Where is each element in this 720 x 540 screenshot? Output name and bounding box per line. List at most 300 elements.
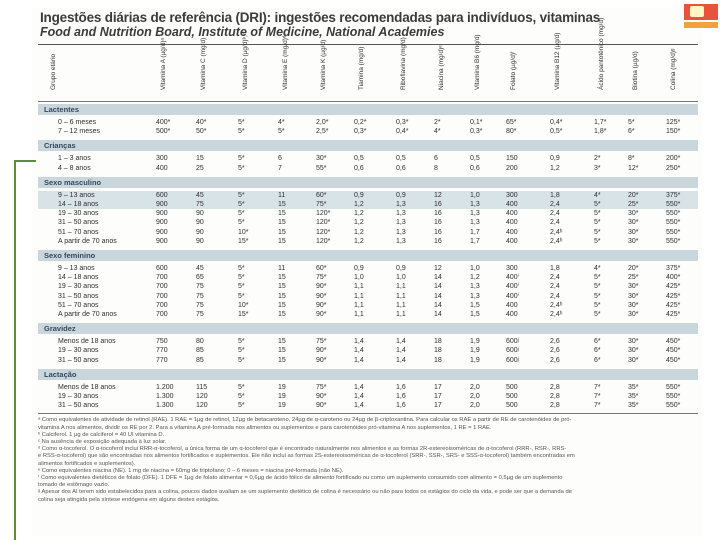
value-cell: 1,0 [470, 191, 480, 199]
value-cell: 2,4 [550, 292, 560, 300]
value-cell: 17 [434, 383, 442, 391]
table-row [38, 310, 698, 319]
value-cell: 600ʲ [506, 338, 519, 346]
value-cell: 5* [238, 402, 245, 410]
value-cell: 400 [506, 201, 518, 208]
value-cell: 65 [196, 274, 204, 282]
value-cell: 14 [434, 301, 442, 309]
value-cell: 75 [196, 201, 204, 208]
value-cell: 1,1 [354, 283, 364, 291]
value-cell: 2,8 [550, 402, 560, 410]
age-group-cell: 4 – 8 anos [58, 164, 91, 172]
value-cell: 120* [316, 219, 331, 227]
value-cell: 1,4 [354, 347, 364, 355]
group-label: Sexo masculino [44, 177, 102, 187]
value-cell: 770 [156, 347, 168, 355]
table-row [38, 209, 698, 218]
value-cell: 1,7 [470, 237, 480, 245]
table-row [38, 191, 698, 200]
value-cell: 30* [628, 338, 639, 346]
value-cell: 14 [434, 311, 442, 318]
value-cell: 1,7* [594, 119, 607, 126]
value-cell: 75* [316, 383, 327, 391]
value-cell: 6 [434, 155, 438, 163]
value-cell: 15 [278, 292, 286, 300]
value-cell: 1,4 [396, 347, 406, 355]
table-row [38, 264, 698, 273]
value-cell: 1,2 [550, 164, 560, 172]
value-cell: 14 [434, 274, 442, 282]
value-cell: 35* [628, 383, 639, 391]
group-band [38, 323, 698, 334]
age-group-cell: 31 – 50 anos [58, 402, 99, 410]
value-cell: 300 [506, 265, 518, 272]
column-header: Vitamina C (mg/d) [200, 37, 207, 90]
table-row [38, 356, 698, 365]
value-cell: 75 [196, 283, 204, 291]
footnote-line: colina seja atingida pela síntese endógena em alguns destes estágios. [38, 496, 220, 503]
value-cell: 120* [316, 228, 331, 236]
table-row [38, 164, 698, 173]
value-cell: 30* [628, 228, 639, 236]
value-cell: 16 [434, 237, 442, 245]
value-cell: 5* [594, 201, 601, 208]
value-cell: 12 [434, 191, 442, 199]
value-cell: 1,1 [354, 311, 364, 318]
value-cell: 2,4 [550, 201, 560, 208]
group-band [38, 177, 698, 188]
value-cell: 400ⁱ [506, 292, 519, 300]
value-cell: 425* [666, 301, 681, 309]
value-cell: 900 [156, 237, 168, 245]
value-cell: 30* [628, 237, 639, 245]
group-label: Sexo feminino [44, 251, 96, 260]
value-cell: 2,4 [550, 219, 560, 227]
value-cell: 400 [506, 228, 518, 236]
value-cell: 1,1 [396, 301, 406, 309]
column-header: Grupo etário [50, 53, 57, 90]
value-cell: 5* [238, 283, 245, 291]
value-cell: 60* [316, 265, 327, 272]
value-cell: 19 [278, 393, 286, 400]
age-group-cell: 19 – 30 anos [58, 393, 99, 400]
value-cell: 90* [316, 356, 327, 364]
group-band [38, 369, 698, 380]
value-cell: 8 [434, 164, 438, 172]
value-cell: 2,5* [316, 128, 329, 136]
age-group-cell: 0 – 6 meses [58, 119, 97, 126]
value-cell: 550* [666, 237, 681, 245]
value-cell: 1,4 [354, 383, 364, 391]
value-cell: 1,3 [396, 201, 406, 208]
value-cell: 1,0 [396, 274, 406, 282]
value-cell: 0,9 [550, 155, 560, 163]
age-group-cell: 19 – 30 anos [58, 283, 99, 291]
value-cell: 5* [238, 128, 245, 136]
value-cell: 1,3 [396, 210, 406, 218]
value-cell: 1,8* [594, 128, 607, 136]
value-cell: 90 [196, 228, 204, 236]
value-cell: 2,6 [550, 356, 560, 364]
value-cell: 11 [278, 265, 286, 272]
value-cell: 4* [594, 265, 601, 272]
table-row [38, 200, 698, 209]
value-cell: 8* [628, 155, 635, 163]
value-cell: 5* [238, 338, 245, 346]
value-cell: 600ʲ [506, 356, 519, 364]
value-cell: 5* [238, 393, 245, 400]
value-cell: 700 [156, 311, 168, 318]
value-cell: 2,4ʰ [550, 228, 563, 236]
value-cell: 1.300 [156, 393, 174, 400]
value-cell: 5* [238, 164, 245, 172]
column-header: Colina (mg/d)ᵍ [670, 48, 677, 90]
value-cell: 2,8 [550, 383, 560, 391]
value-cell: 75* [316, 201, 327, 208]
value-cell: 4* [278, 119, 285, 126]
column-header: Niacina (mg/d)ᵉ [438, 45, 445, 90]
value-cell: 400 [506, 237, 518, 245]
value-cell: 400 [506, 210, 518, 218]
value-cell: 1,8 [550, 265, 560, 272]
value-cell: 0,5 [354, 155, 364, 163]
age-group-cell: A partir de 70 anos [58, 311, 117, 318]
value-cell: 500* [156, 128, 171, 136]
value-cell: 1,2 [354, 210, 364, 218]
value-cell: 425* [666, 292, 681, 300]
value-cell: 900 [156, 210, 168, 218]
value-cell: 2,4 [550, 210, 560, 218]
value-cell: 90* [316, 393, 327, 400]
value-cell: 2,4ʰ [550, 237, 563, 245]
value-cell: 18 [434, 356, 442, 364]
value-cell: 1,1 [396, 292, 406, 300]
value-cell: 15 [278, 283, 286, 291]
value-cell: 30* [628, 311, 639, 318]
value-cell: 1,9 [470, 338, 480, 346]
table-row [38, 392, 698, 401]
value-cell: 90 [196, 210, 204, 218]
table-row [38, 127, 698, 136]
value-cell: 5* [238, 210, 245, 218]
footnotes [38, 417, 698, 503]
column-header: Folato (µg/d)ᶠ [510, 51, 517, 90]
age-group-cell: 31 – 50 anos [58, 356, 99, 364]
value-cell: 300 [156, 155, 168, 163]
value-cell: 5* [594, 283, 601, 291]
table-title: Ingestões diárias de referência (DRI): ingestões recomendadas para indivíduos, vitaminas [40, 10, 601, 25]
value-cell: 500 [506, 402, 518, 410]
value-cell: 0,4* [396, 128, 409, 136]
value-cell: 30* [628, 347, 639, 355]
value-cell: 400 [506, 301, 518, 309]
value-cell: 425* [666, 283, 681, 291]
value-cell: 19 [278, 383, 286, 391]
value-cell: 120 [196, 393, 208, 400]
value-cell: 5* [238, 155, 245, 163]
value-cell: 1,4 [354, 338, 364, 346]
value-cell: 90* [316, 402, 327, 410]
value-cell: 375* [666, 265, 681, 272]
value-cell: 0,9 [396, 265, 406, 272]
value-cell: 550* [666, 383, 681, 391]
age-group-cell: 9 – 13 anos [58, 191, 95, 199]
value-cell: 16 [434, 219, 442, 227]
value-cell: 45 [196, 191, 204, 199]
value-cell: 125* [666, 119, 681, 126]
value-cell: 17 [434, 402, 442, 410]
value-cell: 2,0 [470, 402, 480, 410]
value-cell: 1,1 [396, 311, 406, 318]
value-cell: 6* [594, 338, 601, 346]
value-cell: 1.300 [156, 402, 174, 410]
value-cell: 6 [278, 155, 282, 163]
value-cell: 18 [434, 338, 442, 346]
value-cell: 55* [316, 164, 327, 172]
age-group-cell: 51 – 70 anos [58, 301, 99, 309]
value-cell: 5* [238, 347, 245, 355]
value-cell: 1,4 [396, 356, 406, 364]
value-cell: 5* [594, 228, 601, 236]
value-cell: 1,6 [396, 383, 406, 391]
value-cell: 5* [238, 274, 245, 282]
value-cell: 75* [316, 274, 327, 282]
value-cell: 1,3 [470, 283, 480, 291]
value-cell: 80 [196, 338, 204, 346]
value-cell: 2,4ʰ [550, 311, 563, 318]
group-label: Gravidez [44, 324, 76, 334]
value-cell: 90* [316, 292, 327, 300]
value-cell: 5* [594, 237, 601, 245]
value-cell: 15 [278, 274, 286, 282]
value-cell: 750 [156, 338, 168, 346]
value-cell: 700 [156, 274, 168, 282]
value-cell: 6* [594, 347, 601, 355]
value-cell: 900 [156, 201, 168, 208]
value-cell: 15 [196, 155, 204, 163]
table-row [38, 401, 698, 410]
value-cell: 14 [434, 292, 442, 300]
table-row [38, 218, 698, 227]
value-cell: 600 [156, 265, 168, 272]
value-cell: 1,9 [470, 356, 480, 364]
age-group-cell: 1 – 3 anos [58, 155, 91, 163]
value-cell: 16 [434, 228, 442, 236]
table-row [38, 228, 698, 237]
value-cell: 1,0 [354, 274, 364, 282]
value-cell: 18 [434, 347, 442, 355]
value-cell: 400ⁱ [506, 283, 519, 291]
value-cell: 550* [666, 402, 681, 410]
value-cell: 400* [666, 274, 681, 282]
value-cell: 1,3 [396, 228, 406, 236]
value-cell: 75* [316, 338, 327, 346]
value-cell: 700 [156, 301, 168, 309]
value-cell: 5* [594, 210, 601, 218]
value-cell: 700 [156, 283, 168, 291]
value-cell: 12 [434, 265, 442, 272]
value-cell: 5* [628, 119, 635, 126]
value-cell: 7* [594, 393, 601, 400]
table-row [38, 301, 698, 310]
value-cell: 16 [434, 201, 442, 208]
column-header: Vitamina K (µg/d) [320, 39, 327, 90]
value-cell: 6* [594, 356, 601, 364]
value-cell: 1,4 [396, 338, 406, 346]
value-cell: 25 [196, 164, 204, 172]
value-cell: 11 [278, 191, 286, 199]
value-cell: 35* [628, 393, 639, 400]
value-cell: 0,5 [470, 155, 480, 163]
value-cell: 400 [506, 219, 518, 227]
value-cell: 1,4 [354, 402, 364, 410]
value-cell: 2,0 [470, 383, 480, 391]
age-group-cell: 19 – 30 anos [58, 210, 99, 218]
value-cell: 4* [434, 128, 441, 136]
value-cell: 35* [628, 402, 639, 410]
value-cell: 5* [238, 119, 245, 126]
table-row [38, 383, 698, 392]
value-cell: 0,6 [354, 164, 364, 172]
value-cell: 16 [434, 210, 442, 218]
column-header: Ácido pantotênico (mg/d) [598, 17, 605, 90]
table-subtitle: Food and Nutrition Board, Institute of Medicine, National Academies [40, 25, 445, 39]
value-cell: 1,3 [470, 219, 480, 227]
footnote-line: ᵃ Como equivalentes de atividade de retinol (RAE). 1 RAE = 1µg de retinol, 12µg de betacaroteno, 24µg de α-caroteno ou 24µg de β-criptoxantina. Para calcular os RAE a partir de RE de carotenóides de pró- [38, 417, 572, 424]
value-cell: 1,2 [354, 219, 364, 227]
value-cell: 1,3 [470, 210, 480, 218]
value-cell: 90* [316, 311, 327, 318]
value-cell: 120* [316, 237, 331, 245]
value-cell: 0,9 [354, 191, 364, 199]
value-cell: 80* [506, 128, 517, 136]
table-row [38, 118, 698, 127]
footnote-line: vitamina A nos alimentos, dividir os RE por 2. Para a vitamina A pré-formada nos alimentos ou suplementos e para carotenóides pró-vitamina A nos suplementos, 1 RE = 1 RAE. [38, 424, 492, 431]
value-cell: 2* [594, 155, 601, 163]
footnote-line: ᵍ Apesar dos AI terem sido estabelecidos para a colina, poucos dados avaliam se um suplemento dietético de colina é necessário ou não para todos os estágios do ciclo da vida, e pode ser que a demanda de [38, 489, 572, 496]
value-cell: 15 [278, 301, 286, 309]
value-cell: 900 [156, 219, 168, 227]
value-cell: 12* [628, 164, 639, 172]
value-cell: 30* [628, 356, 639, 364]
value-cell: 250* [666, 164, 681, 172]
value-cell: 1,1 [354, 292, 364, 300]
value-cell: 15 [278, 201, 286, 208]
footnote-line: alimentos fortificados e suplementos). [38, 460, 136, 467]
value-cell: 425* [666, 311, 681, 318]
group-band [38, 104, 698, 115]
age-group-cell: 31 – 50 anos [58, 292, 99, 300]
value-cell: 1,3 [470, 292, 480, 300]
value-cell: 14 [434, 283, 442, 291]
value-cell: 45 [196, 265, 204, 272]
value-cell: 5* [238, 292, 245, 300]
value-cell: 400* [156, 119, 171, 126]
value-cell: 1,5 [470, 311, 480, 318]
value-cell: 400 [156, 164, 168, 172]
value-cell: 550* [666, 219, 681, 227]
value-cell: 0,1* [470, 119, 483, 126]
value-cell: 15 [278, 210, 286, 218]
value-cell: 120* [316, 210, 331, 218]
value-cell: 200 [506, 164, 518, 172]
value-cell: 15 [278, 347, 286, 355]
value-cell: 30* [628, 301, 639, 309]
value-cell: 90* [316, 283, 327, 291]
value-cell: 90* [316, 301, 327, 309]
age-group-cell: A partir de 70 anos [58, 237, 117, 245]
footnote-line: ᵈ Como α-tocoferol. O α-tocoferol inclui RRR-α-tocoferol, a única forma de um α-tocoferol que é encontrado naturalmente nos alimentos e as formas 2R-estereoisoméricas de α-tocoferol (RRR-, RSR-, RRS- [38, 446, 567, 453]
value-cell: 40* [196, 119, 207, 126]
value-cell: 120 [196, 402, 208, 410]
value-cell: 450* [666, 356, 681, 364]
column-header: Vitamina E (mg/d)ᵈ [282, 35, 289, 90]
value-cell: 17 [434, 393, 442, 400]
group-band [38, 250, 698, 261]
value-cell: 1,6 [396, 402, 406, 410]
value-cell: 5* [238, 383, 245, 391]
footnote-line: ᶠ Como equivalentes dietéticos de folato (DFE). 1 DFE = 1µg de folato alimentar = 0,6µg de ácido fólico de alimento fortificado ou como um suplemento consumido com alimento = 0,5µg de um suplemento [38, 475, 563, 482]
column-header: Biotina (µg/d) [632, 51, 639, 90]
value-cell: 200* [666, 155, 681, 163]
value-cell: 1,1 [354, 301, 364, 309]
value-cell: 1,4 [354, 393, 364, 400]
value-cell: 5* [238, 219, 245, 227]
value-cell: 450* [666, 338, 681, 346]
value-cell: 5* [594, 292, 601, 300]
value-cell: 85 [196, 356, 204, 364]
value-cell: 75 [196, 311, 204, 318]
age-group-cell: 9 – 13 anos [58, 265, 95, 272]
column-header: Riboflavina (mg/d) [400, 37, 407, 90]
value-cell: 0,6 [470, 164, 480, 172]
value-cell: 1.200 [156, 383, 174, 391]
value-cell: 2,0* [316, 119, 329, 126]
value-cell: 90 [196, 237, 204, 245]
value-cell: 15 [278, 219, 286, 227]
value-cell: 30* [628, 292, 639, 300]
age-group-cell: Menos de 18 anos [58, 338, 116, 346]
value-cell: 5* [594, 311, 601, 318]
value-cell: 4* [594, 191, 601, 199]
value-cell: 2,6 [550, 347, 560, 355]
value-cell: 0,3* [354, 128, 367, 136]
value-cell: 550* [666, 228, 681, 236]
value-cell: 5* [594, 219, 601, 227]
table-row [38, 292, 698, 301]
footnote-line: ᵉ Como equivalentes niacina (NE). 1 mg de niacina = 60mg de triptofano; 0 – 6 meses = niacina pré-formada (não NE). [38, 467, 344, 474]
group-label: Lactentes [44, 105, 80, 114]
value-cell: 3* [594, 164, 601, 172]
value-cell: 400 [506, 311, 518, 318]
value-cell: 7* [594, 402, 601, 410]
value-cell: 1,1 [396, 283, 406, 291]
value-cell: 1,4 [354, 356, 364, 364]
value-cell: 30* [628, 210, 639, 218]
value-cell: 10* [238, 228, 249, 236]
value-cell: 5* [594, 274, 601, 282]
column-header: Vitamina D (µg/d)ᵇ,ᶜ [242, 32, 249, 90]
value-cell: 1,8 [550, 191, 560, 199]
value-cell: 6* [628, 128, 635, 136]
value-cell: 1,5 [470, 301, 480, 309]
value-cell: 500 [506, 393, 518, 400]
value-cell: 2,0 [470, 393, 480, 400]
value-cell: 1,3 [470, 201, 480, 208]
table-row [38, 237, 698, 246]
group-label: Lactação [44, 369, 77, 379]
value-cell: 0,5 [396, 155, 406, 163]
